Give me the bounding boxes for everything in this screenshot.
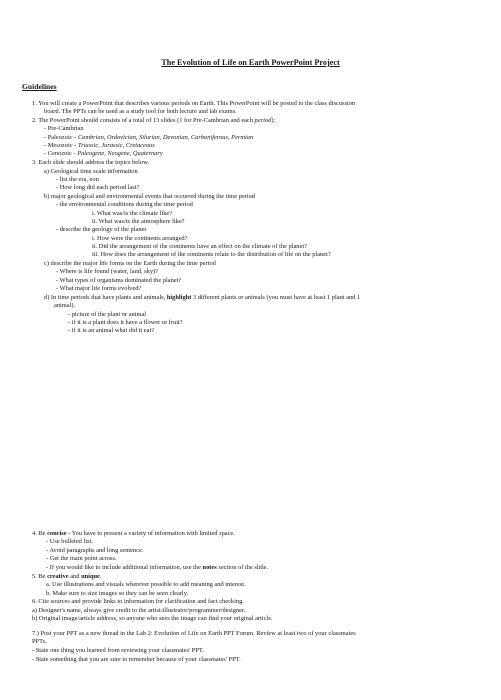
item-7-bullet-2: - State something that you are sure to remember because of your classmates' PPT. [32,656,241,663]
topic-b-bullet-2-iii: iii. How does the arrangement of the continents relate to the distribution of life on the planet? [92,251,331,258]
item-7-line-2: PPTs. [32,638,47,645]
item-5-b: b. Make sure to size images so they can be seen clearly. [46,590,189,597]
era-mesozoic: - Mesozoic - Triassic, Jurassic, Cretaceous [44,142,155,149]
document-title: The Evolution of Life on Earth PowerPoint Project [161,58,340,67]
topic-b-bullet-1-ii: ii. What was/is the atmosphere like? [92,218,185,225]
item-4: 4. Be concise - You have to present a variety of information with limited space. [32,530,235,537]
topic-d-bullet-3: - if it is an animal what did it eat? [68,327,155,334]
era-pre-cambrian: - Pre-Cambrian [44,125,84,132]
topic-b-bullet-2-ii: ii. Did the arrangement of the continents have an effect on the climate of the planet? [92,243,307,250]
topic-c-bullet-2: - What types of organisms dominated the planet? [56,277,182,284]
item-5: 5. Be creative and unique. [32,573,102,580]
topic-c-bullet-1: - Where is life found (water, land, sky)? [56,268,159,275]
item-2: 2. The PowerPoint should consists of a total of 13 slides (1 for Pre-Cambrian and each period): [32,117,276,124]
topic-d-bullet-1: - picture of the plant or animal [68,311,147,318]
era-paleozoic: - Paleozoic - Cambrian, Ordovician, Silurian, Devonian, Carboniferous, Permian [44,134,254,141]
item-7-line-1: 7.) Post your PPT as a new thread in the Lab 2: Evolution of Life on Earth PPT Forum. Review at least two of your classmates [32,630,356,637]
topic-a-bullet-2: - How long did each period last? [56,184,140,191]
topic-d-line-1: d) In time periods that have plants and animals, highlight 3 different plants or animals (you must have at least 1 plant and 1 [44,294,361,301]
topic-b-bullet-1: - the environmental conditions during the time period [56,201,193,208]
topic-d-line-2: animal). [54,302,76,309]
guidelines-heading: Guidelines [22,82,57,91]
item-7-bullet-1: - State one thing you learned from reviewing your classmates' PPT. [32,647,204,654]
topic-a: a) Geological time scale information [44,168,138,175]
topic-c: c) describe the major life forms on the Earth during the time period [44,260,216,267]
era-cenozoic: - Cenozoic - Paleogene, Neogene, Quaternary [44,150,163,157]
item-6-a: a) Designer's name, always give credit to the artist/illustrator/programmer/designer. [32,607,246,614]
item-6-b: b) Original image/article address, so anyone who sees the image can find your original article. [32,615,273,622]
topic-d-bullet-2: - if it is a plant does it have a flower or fruit? [68,319,183,326]
item-3: 3. Each slide should address the topics below. [32,159,149,166]
topic-b-bullet-1-i: i. What was/is the climate like? [92,210,173,217]
item-1-line-1: 1. You will create a PowerPoint that describes various periods on Earth. This PowerPoint will be posted to the class discussion [32,100,356,107]
topic-b-bullet-2-i: i. How were the continents arranged? [92,235,188,242]
topic-b-bullet-2: - describe the geology of the planet [56,226,147,233]
item-4-bullet-4: - If you would like to include additional information, use the notes section of the slide. [46,564,269,571]
topic-c-bullet-3: - What major life forms evolved? [56,285,142,292]
item-4-bullet-1: - Use bulleted list. [46,538,93,545]
topic-b: b) major geological and environmental events that occurred during the time period [44,193,255,200]
item-4-bullet-2: - Avoid paragraphs and long sentence. [46,547,144,554]
item-6: 6. Cite sources and provide links to information for clarification and fact checking. [32,598,244,605]
topic-a-bullet-1: - list the era, eon [56,176,99,183]
item-5-a: a. Use illustrations and visuals wherever possible to add meaning and interest. [46,581,246,588]
item-4-bullet-3: - Get the main point across. [46,555,117,562]
item-1-line-2: board. The PPTs can be used as a study tool for both lecture and lab exams. [44,108,237,115]
